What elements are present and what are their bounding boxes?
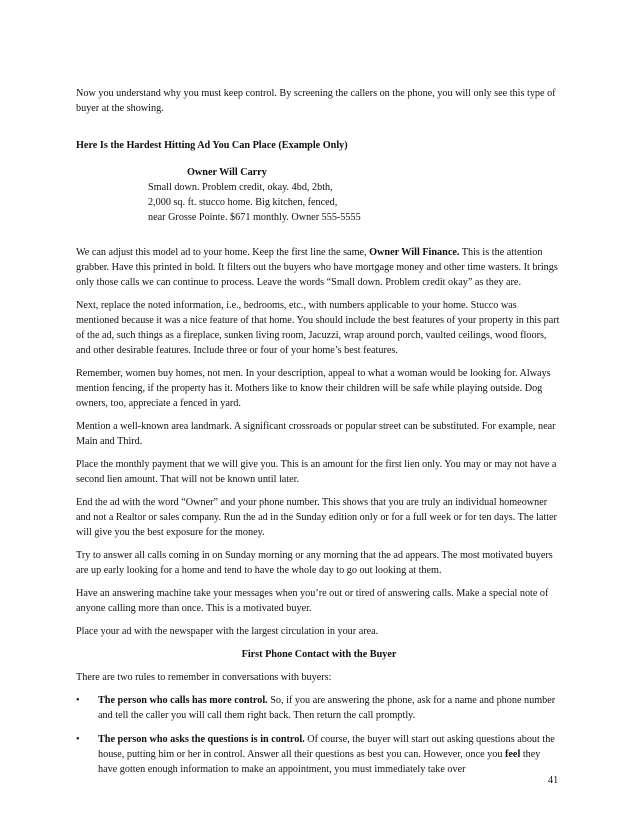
page-number: 41 [548, 775, 559, 786]
adjust-text-2: This is the attention grabber. Have this printed in bold. It filters out the buyers who have mortgage money and other time wasters. It brings only those calls we can continue to process. Leave the words “Small down. Problem credit okay” as they are. [76, 247, 558, 288]
rule-bold: The person who calls has more control. [98, 695, 268, 706]
body-paragraph: End the ad with the word “Owner” and your phone number. This shows that you are truly an individual homeowner and not a Realtor or sales company. Run the ad in the Sunday edition only or for a full week or for ten days. The latter will give you the best exposure for the money. [76, 497, 557, 538]
section-heading: First Phone Contact with the Buyer [241, 649, 397, 660]
rule-text: So, if you are answering the phone, ask for a name and phone number and tell the caller you will call them right back. Then return the call promptly. [98, 695, 556, 721]
body-paragraph: Try to answer all calls coming in on Sunday morning or any morning that the ad appears. The most motivated buyers are up early looking for a home and tend to have the whole day to go out looking at them. [76, 550, 553, 576]
rule-bold: The person who asks the questions is in control. [98, 734, 305, 745]
bullet-icon: • [76, 734, 80, 745]
adjust-text-1: We can adjust this model ad to your home. Keep the first line the same, [76, 247, 370, 258]
body-paragraph: Remember, women buy homes, not men. In your description, appeal to what a woman would be looking for. Always mention fencing, if the property has it. Mothers like to know their children will be safe while playing outside. Dog owners, too, appreciate a fenced in yard. [76, 368, 551, 409]
list-item [76, 732, 562, 777]
body-paragraph: Next, replace the noted information, i.e., bedrooms, etc., with numbers applicable to your home. Stucco was mentioned because it was a nice feature of that home. You should include the best features of your property in this part of the ad, such things as a fireplace, sunken living room, Jacuzzi, wrap around porch, vaulted ceilings, wood floors, and other desirable features. Include three or four of your home’s best features. [76, 300, 560, 356]
intro-paragraph: Now you understand why you must keep control. By screening the callers on the phone, you will only see this type of buyer at the showing. [76, 88, 556, 114]
ad-section-heading: Here Is the Hardest Hitting Ad You Can Place (Example Only) [76, 140, 348, 151]
rule-text: Of course, the buyer will start out asking questions about the house, putting him or her in control. Answer all their questions as best you can. However, once you [98, 734, 555, 760]
body-paragraph: Mention a well-known area landmark. A significant crossroads or popular street can be substituted. For example, near Main and Third. [76, 421, 556, 447]
rules-intro: There are two rules to remember in conversations with buyers: [76, 672, 332, 683]
rules-list [76, 693, 562, 777]
adjust-bold-phrase: Owner Will Finance. [369, 247, 460, 258]
ad-title: Owner Will Carry [187, 167, 267, 178]
ad-line: 2,000 sq. ft. stucco home. Big kitchen, fenced, [148, 197, 338, 208]
rule-inline-bold: feel [505, 749, 521, 760]
list-item [76, 693, 562, 723]
ad-line: Small down. Problem credit, okay. 4bd, 2bth, [148, 182, 333, 193]
ad-line: near Grosse Pointe. $671 monthly. Owner 555-5555 [148, 212, 361, 223]
body-paragraph: Place your ad with the newspaper with the largest circulation in your area. [76, 626, 379, 637]
body-paragraph: Place the monthly payment that we will give you. This is an amount for the first lien only. You may or may not have a second lien amount. That will not be known until later. [76, 459, 557, 485]
rule-text: they have gotten enough information to make an appointment, you must immediately take over [98, 749, 541, 775]
body-paragraph: Have an answering machine take your messages when you’re out or tired of answering calls. Make a special note of anyone calling more than once. This is a motivated buyer. [76, 588, 549, 614]
document-page [76, 86, 562, 786]
adjust-paragraph [76, 245, 562, 290]
bullet-icon: • [76, 695, 80, 706]
example-ad [76, 165, 562, 225]
